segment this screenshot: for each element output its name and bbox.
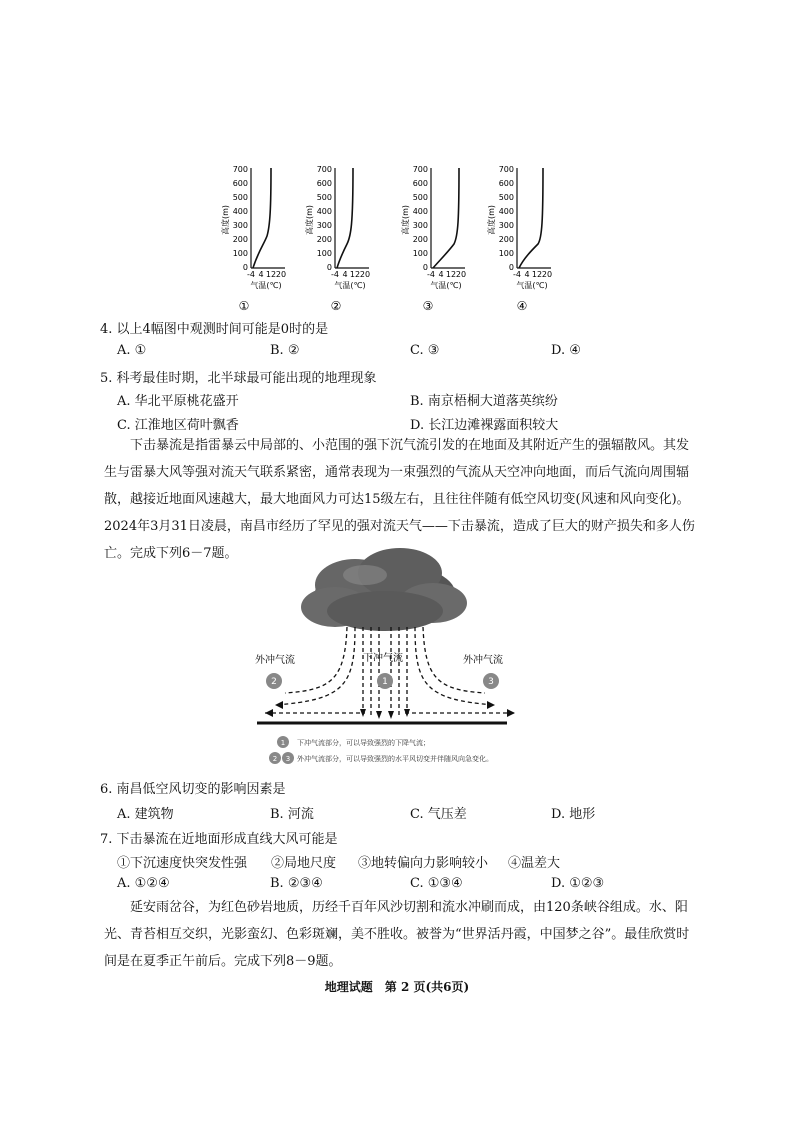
chart-3 [400, 165, 466, 313]
x-tick: 20 [541, 270, 553, 279]
chart-2-curve [337, 168, 353, 268]
label-outflow-left: 外冲气流 [255, 655, 295, 666]
chart-1 [220, 165, 286, 313]
chart-1-ylabel: 高度(m) [221, 204, 230, 236]
q5-option-c: C. 江淮地区荷叶飘香 [117, 418, 239, 433]
chart-1-xlabel: 气温(℃) [250, 281, 282, 290]
x-tick: -4 [247, 270, 255, 279]
legend-marker-3: 3 [285, 755, 291, 763]
y-tick: 600 [412, 179, 428, 188]
x-tick: 4 [258, 270, 264, 279]
chart-4-number: ④ [516, 299, 528, 313]
q7-item-1: ①下沉速度快突发性强 [117, 856, 248, 871]
y-tick: 0 [422, 263, 428, 272]
chart-3-number: ③ [422, 299, 434, 313]
page-footer: 地理试题 第 2 页(共6页) [324, 980, 470, 994]
question-4-stem: 4. 以上4幅图中观测时间可能是0时的是 [100, 322, 329, 337]
x-tick: 4 [342, 270, 348, 279]
y-tick: 700 [316, 165, 332, 174]
y-tick: 400 [498, 207, 514, 216]
y-tick: 0 [508, 263, 514, 272]
x-tick: 12 [349, 270, 361, 279]
y-tick: 100 [498, 249, 514, 258]
q7-option-c: C. ①③④ [410, 876, 463, 891]
legend-marker-1: 1 [280, 739, 286, 747]
q6-option-c: C. 气压差 [410, 807, 467, 822]
question-7-stem: 7. 下击暴流在近地面形成直线大风可能是 [100, 832, 338, 847]
marker-2: 2 [271, 677, 277, 687]
y-tick: 500 [232, 193, 248, 202]
x-tick: 4 [524, 270, 530, 279]
q4-option-d: D. ④ [551, 343, 581, 358]
y-tick: 600 [498, 179, 514, 188]
x-tick: 20 [359, 270, 371, 279]
chart-4-curve [519, 168, 543, 268]
chart-2-xlabel: 气温(℃) [334, 281, 366, 290]
x-tick: 20 [455, 270, 467, 279]
chart-1-number: ① [238, 299, 250, 313]
legend-text-2: 外冲气流部分，可以导致强烈的水平风切变并伴随风向急变化。 [297, 755, 493, 763]
storm-cloud-icon [301, 548, 467, 631]
q4-option-b: B. ② [270, 343, 300, 358]
y-tick: 0 [242, 263, 248, 272]
label-outflow-right: 外冲气流 [463, 655, 503, 666]
label-downdraft: 下冲气流 [363, 653, 403, 664]
marker-3: 3 [488, 677, 494, 687]
x-tick: 20 [275, 270, 287, 279]
y-tick: 200 [412, 235, 428, 244]
y-tick: 500 [316, 193, 332, 202]
x-tick: 12 [531, 270, 543, 279]
chart-2-ylabel: 高度(m) [305, 204, 314, 236]
numbered-markers [266, 673, 499, 689]
y-tick: 400 [232, 207, 248, 216]
q6-option-a: A. 建筑物 [117, 807, 174, 822]
y-tick: 300 [498, 221, 514, 230]
chart-2 [304, 165, 370, 313]
q7-option-d: D. ①②③ [551, 876, 605, 891]
q5-option-b: B. 南京梧桐大道落英缤纷 [410, 394, 558, 409]
q7-item-4: ④温差大 [508, 856, 561, 871]
q7-item-3: ③地转偏向力影响较小 [358, 856, 489, 871]
y-tick: 100 [316, 249, 332, 258]
chart-1-yticks [233, 165, 248, 272]
marker-1: 1 [382, 677, 388, 687]
chart-4-xlabel: 气温(℃) [516, 281, 548, 290]
x-tick: -4 [427, 270, 435, 279]
passage-yuchagu: 延安雨岔谷，为红色砂岩地质，历经千百年风沙切割和流水冲刷而成，由120条峡谷组成。水、阳光、青苔相互交织，光影蛮幻、色彩斑斓，美不胜收。被誉为“世界活丹霞，中国梦之谷”。最佳欣赏时间是在夏季正午前后。完成下列8－9题。 [104, 900, 690, 969]
legend-text-1: 下冲气流部分，可以导致强烈的下降气流； [297, 739, 430, 747]
q5-option-a: A. 华北平原桃花盛开 [117, 394, 239, 409]
y-tick: 600 [232, 179, 248, 188]
question-5-stem: 5. 科考最佳时期，北半球最可能出现的地理现象 [100, 371, 377, 386]
y-tick: 700 [412, 165, 428, 174]
chart-3-curve [433, 168, 459, 268]
x-tick: 12 [445, 270, 457, 279]
y-tick: 300 [412, 221, 428, 230]
figure-legend [269, 736, 493, 764]
legend-marker-2: 2 [272, 755, 278, 763]
y-tick: 200 [498, 235, 514, 244]
chart-2-number: ② [330, 299, 342, 313]
y-tick: 100 [232, 249, 248, 258]
y-tick: 100 [412, 249, 428, 258]
chart-3-ylabel: 高度(m) [401, 204, 410, 236]
q6-option-b: B. 河流 [270, 807, 314, 822]
y-tick: 300 [232, 221, 248, 230]
y-tick: 400 [412, 207, 428, 216]
y-tick: 500 [412, 193, 428, 202]
x-tick: -4 [331, 270, 339, 279]
q6-option-d: D. 地形 [551, 807, 596, 822]
chart-4-ylabel: 高度(m) [487, 204, 496, 236]
y-tick: 400 [316, 207, 332, 216]
q7-item-2: ②局地尺度 [271, 856, 337, 871]
y-tick: 700 [232, 165, 248, 174]
q4-option-a: A. ① [117, 343, 147, 358]
chart-3-xlabel: 气温(℃) [430, 281, 462, 290]
x-tick: 12 [265, 270, 277, 279]
q4-option-c: C. ③ [410, 343, 440, 358]
chart-4 [486, 165, 552, 313]
q7-option-b: B. ②③④ [270, 876, 323, 891]
y-tick: 200 [232, 235, 248, 244]
downdraft-lines [265, 627, 515, 715]
x-tick: -4 [513, 270, 521, 279]
question-6-stem: 6. 南昌低空风切变的影响因素是 [100, 782, 286, 797]
temperature-profile-charts [220, 160, 570, 320]
downburst-diagram [245, 545, 535, 777]
y-tick: 0 [326, 263, 332, 272]
q7-option-a: A. ①②④ [117, 876, 170, 891]
chart-1-curve [253, 168, 271, 268]
passage-downburst: 下击暴流是指雷暴云中局部的、小范围的强下沉气流引发的在地面及其附近产生的强辐散风。其发生与雷暴大风等强对流天气联系紧密，通常表现为一束强烈的气流从天空冲向地面，而后气流向周围辐散，越接近地面风速越大，最大地面风力可达15级左右，且往往伴随有低空风切变(风速和风向变化)。2024年3月31日凌晨，南昌市经历了罕见的强对流天气——下击暴流，造成了巨大的财产损失和多人伤亡。完成下列6－7题。 [104, 438, 695, 561]
y-tick: 500 [498, 193, 514, 202]
y-tick: 600 [316, 179, 332, 188]
y-tick: 700 [498, 165, 514, 174]
x-tick: 4 [438, 270, 444, 279]
y-tick: 300 [316, 221, 332, 230]
q5-option-d: D. 长江边滩裸露面积较大 [410, 418, 559, 433]
y-tick: 200 [316, 235, 332, 244]
